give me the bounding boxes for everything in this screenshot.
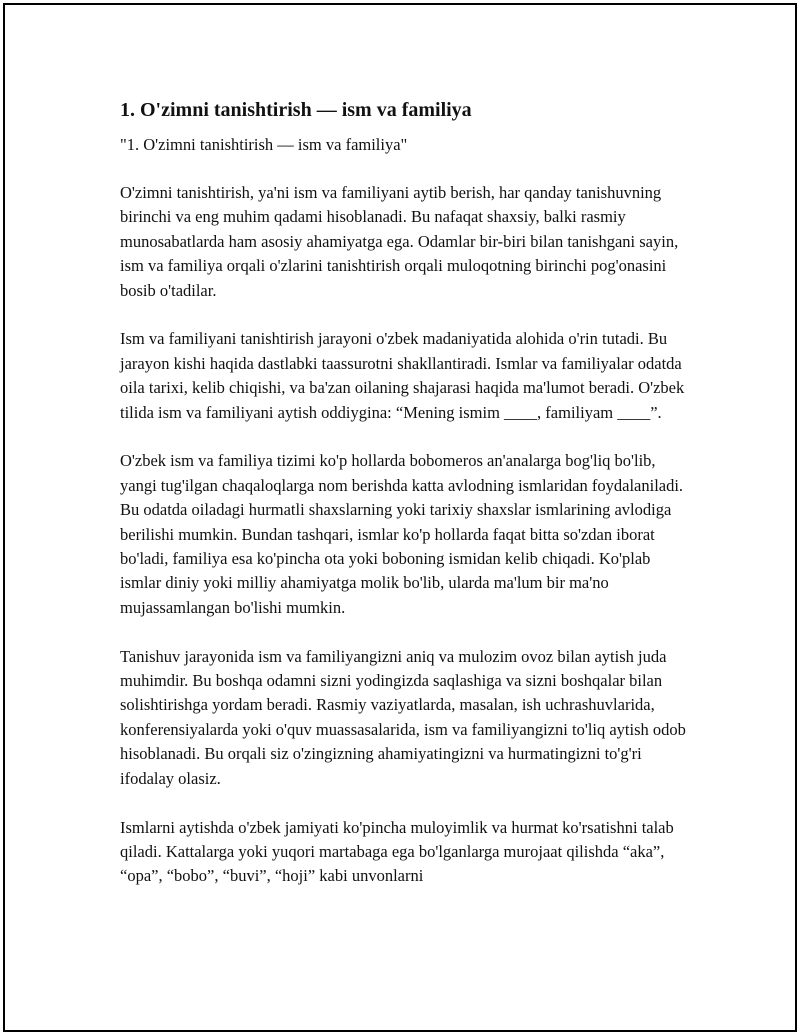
paragraph-3: O'zbek ism va familiya tizimi ko'p hollarda bobomeros an'analarga bog'liq bo'lib, yangi tug'ilgan chaqaloqlarga nom berishda katta avlodning ismlaridan foydalaniladi. Bu odatda oiladagi hurmatli shaxslarning yoki tarixiy shaxslar ismlarining avlodiga berilishi mumkin. Bundan tashqari, ismlar ko'p hollarda faqat bitta so'zdan iborat bo'ladi, familiya esa ko'pincha ota yoki boboning ismidan kelib chiqadi. Ko'plab ismlar diniy yoki milliy ahamiyatga molik bo'lib, ularda ma'lum bir ma'no mujassamlangan bo'lishi mumkin. (120, 451, 684, 617)
document-title: 1. O'zimni tanishtirish — ism va familiya (120, 99, 472, 121)
document-body (120, 97, 690, 913)
paragraph-1: O'zimni tanishtirish, ya'ni ism va familiyani aytib berish, har qanday tanishuvning birinchi va eng muhim qadami hisoblanadi. Bu nafaqat shaxsiy, balki rasmiy munosabatlarda ham asosiy ahamiyatga ega. Odamlar bir-biri bilan tanishgani sayin, ism va familiya orqali o'zlarini tanishtirish orqali muloqotning birinchi pog'onasini bosib o'tadilar. (120, 183, 679, 300)
document-subtitle: "1. O'zimni tanishtirish — ism va familiya" (120, 135, 408, 154)
paragraph-5: Ismlarni aytishda o'zbek jamiyati ko'pincha muloyimlik va hurmat ko'rsatishni talab qiladi. Kattalarga yoki yuqori martabaga ega bo'lganlarga murojaat qilishda “aka”, “opa”, “bobo”, “buvi”, “hoji” kabi unvonlarni (120, 817, 674, 886)
page-frame (3, 3, 797, 1032)
paragraph-4: Tanishuv jarayonida ism va familiyangizni aniq va mulozim ovoz bilan aytish juda muhimdir. Bu boshqa odamni sizni yodingizda saqlashiga va sizni boshqalar bilan solishtirishga yordam beradi. Rasmiy vaziyatlarda, masalan, ish uchrashuvlarida, konferensiyalarda yoki o'quv muassasalarida, ism va familiyangizni to'liq aytish odob hisoblanadi. Bu orqali siz o'zingizning ahamiyatingizni va hurmatingizni to'g'ri ifodalay olasiz. (120, 646, 686, 788)
paragraph-2: Ism va familiyani tanishtirish jarayoni o'zbek madaniyatida alohida o'rin tutadi. Bu jarayon kishi haqida dastlabki taassurotni shakllantiradi. Ismlar va familiyalar odatda oila tarixi, kelib chiqishi, va ba'zan oilaning shajarasi haqida ma'lumot beradi. O'zbek tilida ism va familiyani aytish oddiygina: “Mening ismim ____, familiyam ____”. (120, 329, 685, 422)
